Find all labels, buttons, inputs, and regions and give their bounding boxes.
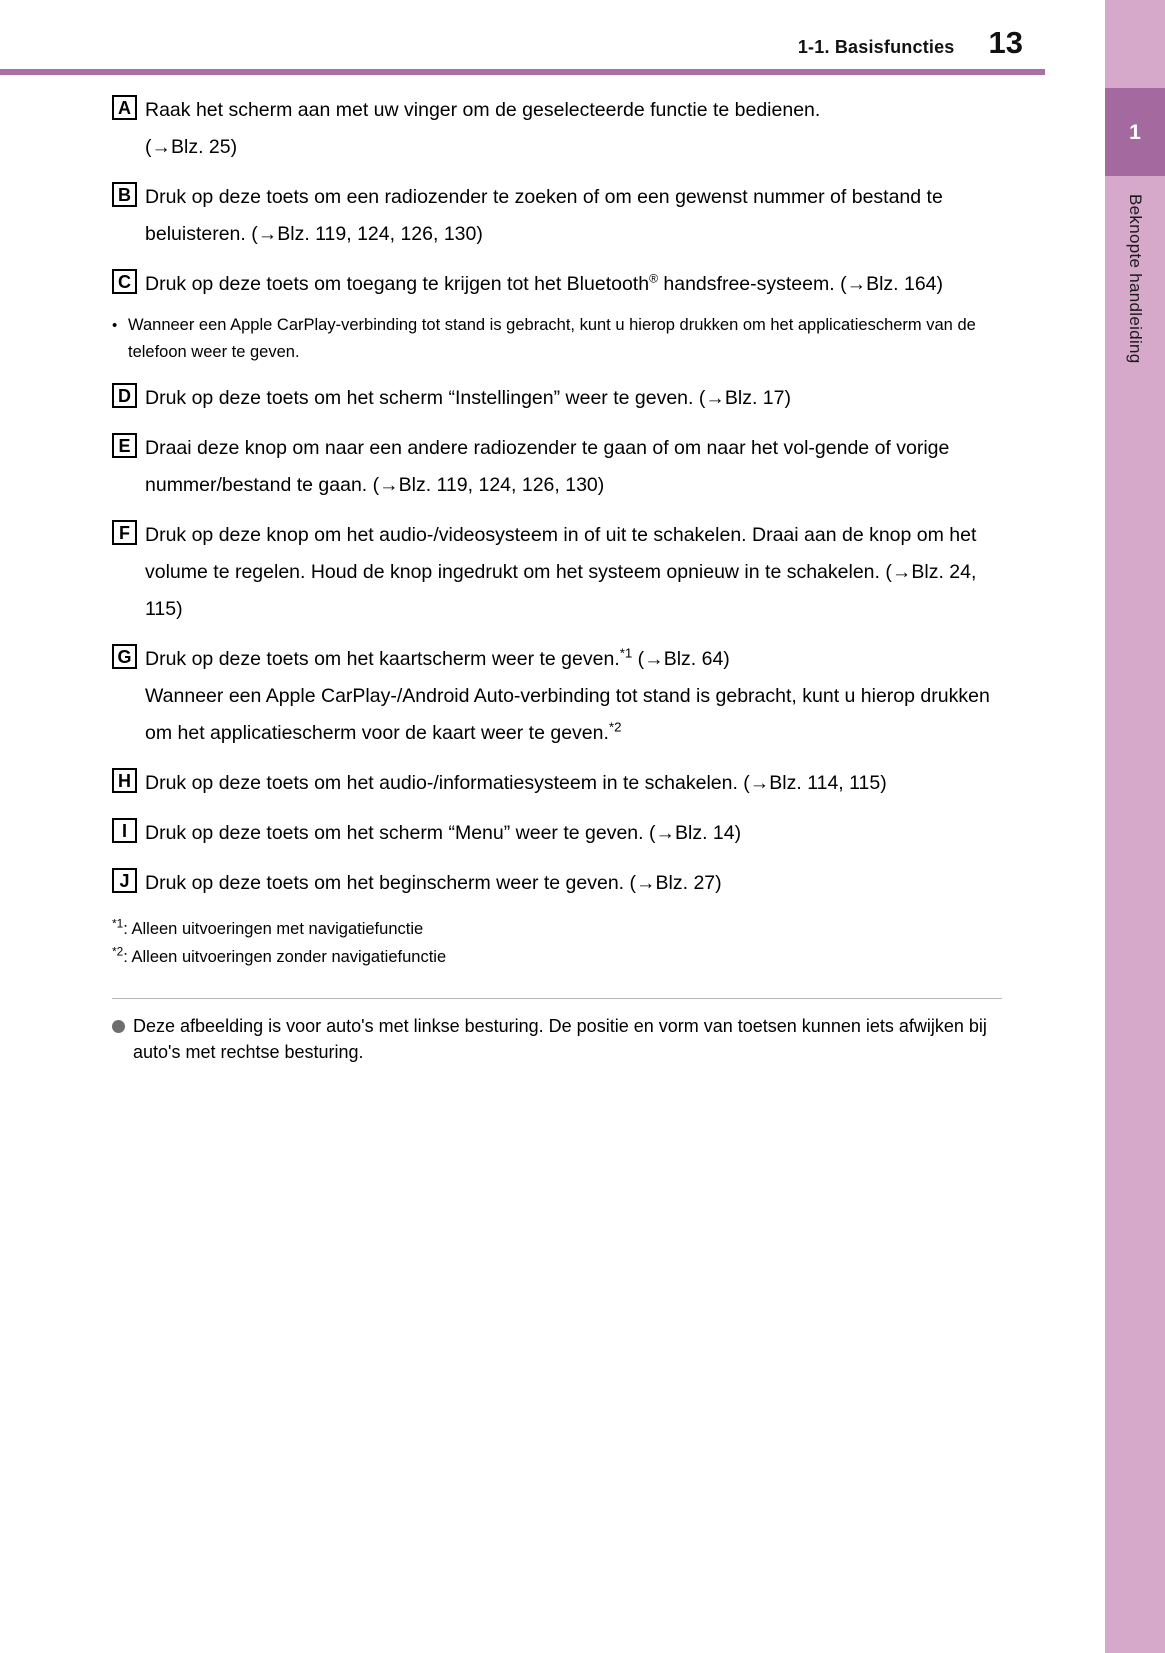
entry-letter-badge: C xyxy=(112,269,137,294)
entry-g-part3: Wanneer een Apple CarPlay-/Android Auto-verbinding tot stand is gebracht, kunt u hierop drukken om het applicatiescherm voor de kaart weer te geven. xyxy=(145,685,990,744)
list-item xyxy=(112,430,1002,504)
entry-letter-badge: J xyxy=(112,868,137,893)
header-rule-divider xyxy=(0,69,1045,75)
entry-letter-badge: E xyxy=(112,433,137,458)
footnote-2-marker: *2 xyxy=(112,944,124,959)
entry-letter-badge: I xyxy=(112,818,137,843)
list-item xyxy=(112,179,1002,253)
entry-j-ref: Blz. 27) xyxy=(655,872,722,894)
entry-a-ref: Blz. 25 xyxy=(171,136,231,158)
entry-text xyxy=(145,815,1002,852)
entry-f-ref: Blz. 24, 115) xyxy=(145,561,977,620)
entry-j-part1: Druk op deze toets om het beginscherm weer te geven. ( xyxy=(145,872,637,894)
arrow-icon: → xyxy=(846,273,867,295)
note-text: Deze afbeelding is voor auto's met linkse besturing. De positie en vorm van toetsen kunnen iets afwijken bij auto's met rechtse besturing. xyxy=(133,1016,987,1062)
chapter-label-vertical xyxy=(1105,190,1165,490)
list-item xyxy=(112,266,1002,303)
chapter-number-box xyxy=(1105,88,1165,176)
entry-letter-badge: H xyxy=(112,768,137,793)
entry-text: Raak het scherm aan met uw vinger om de geselecteerde functie te bedienen. (→Blz. 25) xyxy=(145,99,821,158)
entry-a-line1: Raak het scherm aan met uw vinger om de geselecteerde functie te bedienen. xyxy=(145,99,821,121)
arrow-icon: → xyxy=(749,772,770,794)
footnote-2 xyxy=(112,943,1002,971)
entry-text xyxy=(145,517,1002,628)
entry-text xyxy=(145,266,1002,303)
entry-text xyxy=(145,641,1002,752)
arrow-icon: → xyxy=(644,648,664,670)
entry-b-body: Druk op deze toets om een radiozender te zoeken of om een gewenst nummer of bestand te beluisteren. ( xyxy=(145,186,943,245)
chapter-tab-strip xyxy=(1045,0,1165,1653)
main-content xyxy=(112,92,1002,1065)
footnote-1-text: : Alleen uitvoeringen met navigatiefunctie xyxy=(123,920,424,938)
note-block xyxy=(112,1013,1002,1065)
chapter-number: 1 xyxy=(1129,120,1141,144)
list-item xyxy=(112,865,1002,902)
entry-text xyxy=(145,765,1002,802)
entry-letter-badge: D xyxy=(112,383,137,408)
entry-text xyxy=(145,430,1002,504)
entry-letter-badge: B xyxy=(112,182,137,207)
footnote-1 xyxy=(112,915,1002,943)
sub-bullet-item xyxy=(112,312,1002,366)
entry-letter-badge: F xyxy=(112,520,137,545)
entry-letter-badge: G xyxy=(112,644,137,669)
entry-h-part1: Druk op deze toets om het audio-/informatiesysteem in te schakelen. ( xyxy=(145,772,750,794)
section-divider xyxy=(112,998,1002,999)
entry-c-part1: Druk op deze toets om toegang te krijgen tot het Bluetooth xyxy=(145,273,650,295)
entry-d-ref: Blz. 17) xyxy=(724,387,791,409)
entry-e-ref: Blz. 119, 124, 126, 130) xyxy=(398,474,605,496)
arrow-icon: → xyxy=(891,561,912,583)
list-item xyxy=(112,815,1002,852)
page-header xyxy=(0,0,1045,72)
entry-text xyxy=(145,380,1002,417)
chapter-label-text: Beknopte handleiding xyxy=(1126,194,1145,364)
entry-letter-badge: A xyxy=(112,95,137,120)
footnote-marker-2: *2 xyxy=(608,719,622,735)
filled-circle-icon xyxy=(112,1020,125,1033)
entry-g-part1: Druk op deze toets om het kaartscherm weer te geven. xyxy=(145,648,620,670)
page-title: 1-1. Basisfuncties xyxy=(797,37,955,57)
arrow-icon: → xyxy=(257,223,278,245)
arrow-icon: → xyxy=(379,474,399,496)
entry-b-ref: Blz. 119, 124, 126, 130) xyxy=(277,223,483,245)
entry-h-ref: Blz. 114, 115) xyxy=(769,772,887,794)
arrow-icon: → xyxy=(151,136,171,158)
entry-f-part1: Druk op deze knop om het audio-/videosysteem in of uit te schakelen. Draai aan de knop om het volume te regelen. Houd de knop ingedrukt om het systeem opnieuw in te schakelen. ( xyxy=(145,524,977,583)
entry-text xyxy=(145,179,1002,253)
list-item xyxy=(112,380,1002,417)
entry-e-part1: Draai deze knop om naar een andere radiozender te gaan of om naar het vol-gende of vorige nummer/bestand te gaan. ( xyxy=(145,437,950,496)
arrow-icon: → xyxy=(636,872,656,894)
list-item xyxy=(112,92,1002,166)
arrow-icon: → xyxy=(705,387,725,409)
entry-i-part1: Druk op deze toets om het scherm “Menu” weer te geven. ( xyxy=(145,822,656,844)
sub-bullet-text: Wanneer een Apple CarPlay-verbinding tot stand is gebracht, kunt u hierop drukken om het applicatiescherm van de telefoon weer te geven. xyxy=(128,316,976,361)
list-item xyxy=(112,517,1002,628)
page-number: 13 xyxy=(988,25,1023,60)
footnote-marker-1: *1 xyxy=(619,645,633,661)
entry-c-part2: handsfree-systeem. ( xyxy=(657,273,847,295)
entry-g-ref: Blz. 64) xyxy=(663,648,730,670)
arrow-icon: → xyxy=(655,822,675,844)
registered-trademark-icon: ® xyxy=(649,271,658,286)
header-inner xyxy=(798,27,1023,58)
list-item xyxy=(112,641,1002,752)
list-item xyxy=(112,765,1002,802)
entry-text xyxy=(145,865,1002,902)
bullet-icon: • xyxy=(112,317,118,334)
entry-i-ref: Blz. 14) xyxy=(674,822,742,844)
footnote-2-text: : Alleen uitvoeringen zonder navigatiefunctie xyxy=(123,948,447,966)
entry-d-part1: Druk op deze toets om het scherm “Instellingen” weer te geven. ( xyxy=(145,387,706,409)
entry-g-part2: ( xyxy=(632,648,645,670)
footnote-1-marker: *1 xyxy=(112,916,124,931)
entry-c-ref: Blz. 164) xyxy=(866,273,944,295)
